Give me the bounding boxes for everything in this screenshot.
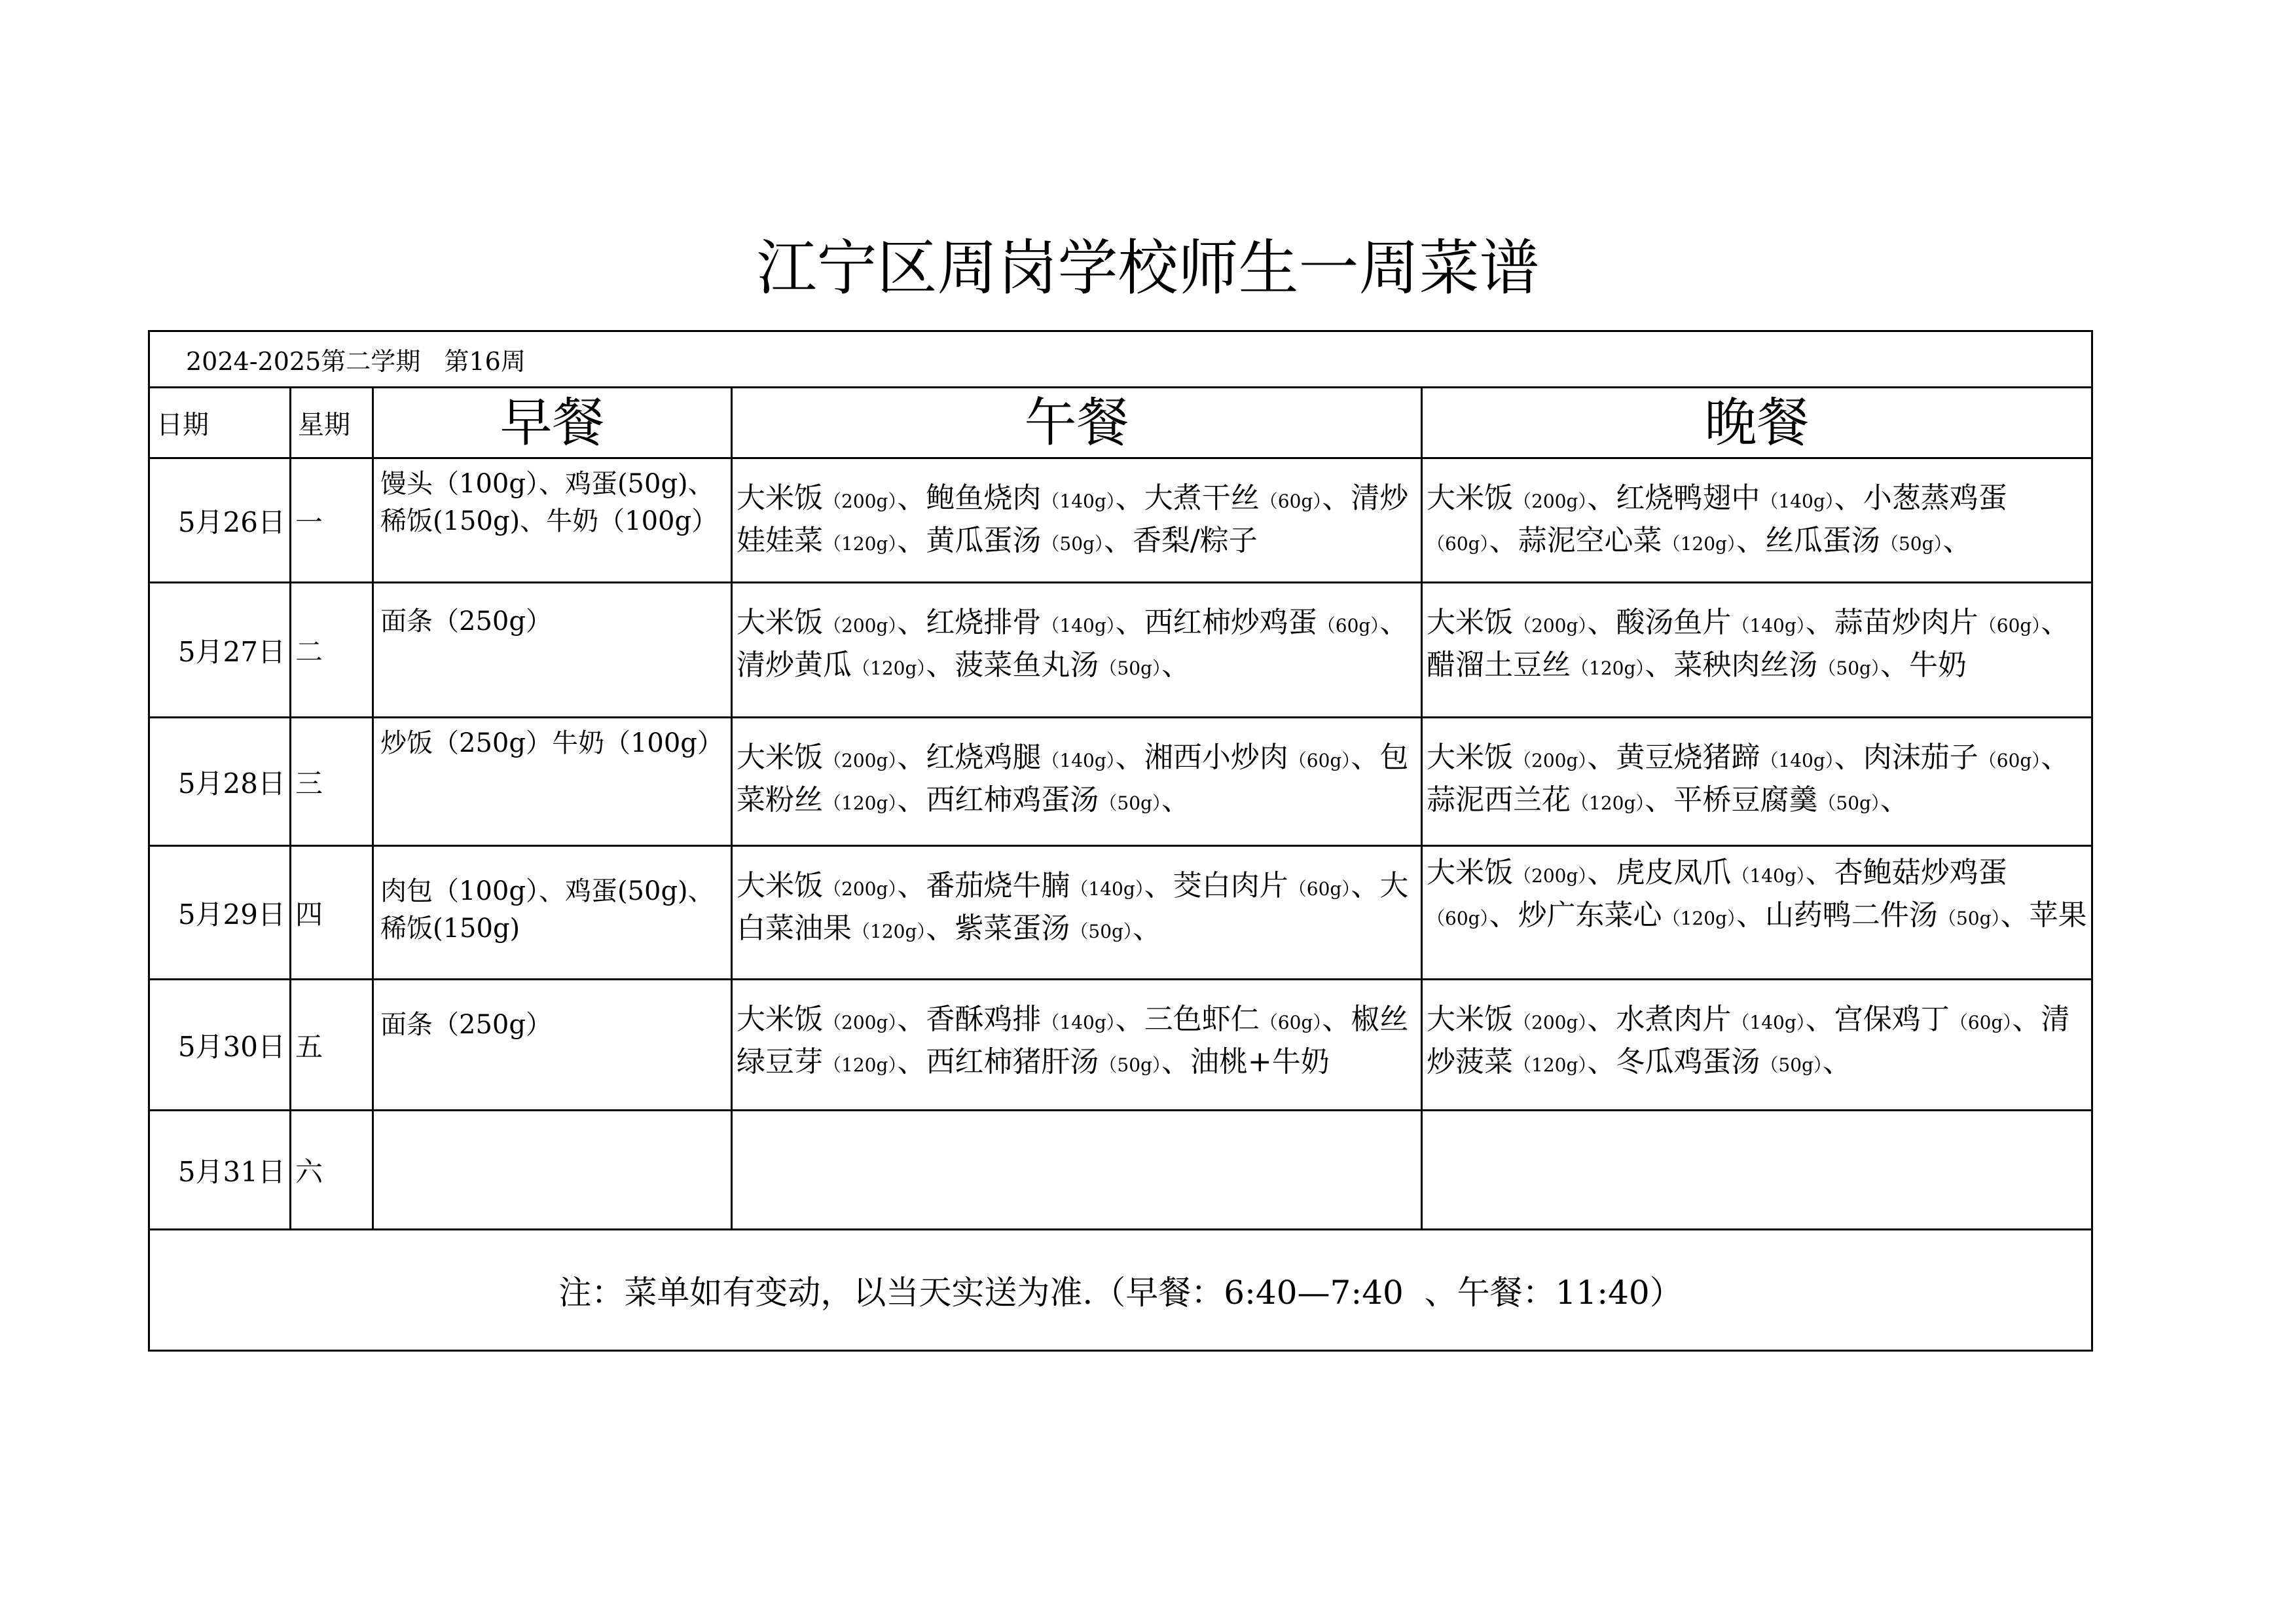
dinner-cell [1422,583,2092,718]
page-title: 江宁区周岗学校师生一周菜谱 [756,233,1540,303]
dish-name: 大米饭 [737,741,823,774]
dish-separator: 、 [1489,524,1518,557]
dish-amount: （140g） [1070,878,1144,900]
dish-amount: （200g） [823,750,898,771]
dish-item [1427,856,1587,889]
dish-name: 苹果 [2029,898,2087,932]
semester-label: 2024-2025第二学期 第16周 [149,331,2092,388]
dish-separator: 、 [1379,606,1409,639]
dish-amount: （140g） [1760,490,1834,512]
dish-separator: 、 [1322,1003,1351,1036]
dish-amount: （140g） [1731,615,1806,637]
table-row [149,583,2092,718]
date-cell: 5月26日 [149,458,291,583]
dish-item [1427,1003,1587,1036]
dish-amount: （200g） [1513,490,1588,512]
dish-item [1427,606,1587,639]
dish-name: 紫菜蛋汤 [955,912,1070,945]
header-date: 日期 [149,388,291,458]
dish-amount: （60g） [1427,533,1489,555]
dish-separator: 、 [1645,648,1674,682]
dish-separator: 、 [926,648,955,682]
dish-item [1173,869,1351,902]
dish-separator: 、 [897,524,926,557]
dish-amount: （140g） [1041,615,1116,637]
dish-amount: （50g） [1817,657,1880,679]
dish-amount: （60g） [1288,750,1351,771]
dish-separator: 、 [1161,1045,1190,1079]
weekday-cell: 五 [291,980,373,1111]
dish-name: 清炒娃娃菜 [737,481,1409,557]
dish-separator: 、 [1115,606,1144,639]
dish-item [1765,524,1943,557]
dish-separator: 、 [2041,741,2070,774]
table-row [149,1111,2092,1230]
dish-separator: 、 [1805,856,1834,889]
table-row [149,846,2092,980]
dish-name: 椒丝绿豆芽 [737,1003,1409,1079]
dish-separator: 、 [897,606,926,639]
dish-name: 三色虾仁 [1144,1003,1260,1036]
dinner-cell [1422,1111,2092,1230]
dish-item [926,869,1144,902]
dish-amount: （120g） [1571,792,1645,814]
dish-separator: 、 [1161,648,1190,682]
dish-amount: （60g） [1259,490,1322,512]
dish-separator: 、 [1144,869,1173,902]
dish-amount: （200g） [823,615,898,637]
dinner-cell [1422,718,2092,846]
dish-amount: （200g） [1513,1012,1588,1033]
dish-item [737,648,926,682]
dish-separator: 、 [1736,898,1765,932]
dish-separator: 、 [1489,898,1518,932]
dish-name: 鲍鱼烧肉 [926,481,1042,515]
dish-separator: 、 [1645,783,1674,817]
dish-item [1427,741,1587,774]
dish-separator: 、 [1880,783,1909,817]
dish-separator: 、 [1587,741,1616,774]
dish-item [1190,1045,1330,1079]
weekday-cell: 二 [291,583,373,718]
dish-amount: （200g） [823,878,898,900]
dish-amount: （140g） [1041,750,1116,771]
dish-name: 宫保鸡丁 [1834,1003,1950,1036]
dish-item [2030,898,2087,932]
dish-amount: （140g） [1041,490,1116,512]
dish-item [737,1003,897,1036]
dish-item [1616,481,1834,515]
dish-separator: 、 [1587,481,1616,515]
dish-item [926,741,1115,774]
header-breakfast: 早餐 [373,388,732,458]
dish-name: 冬瓜鸡蛋汤 [1616,1045,1760,1079]
dish-amount: （120g） [823,533,898,555]
dish-amount: （50g） [1070,921,1133,942]
dish-name: 红烧排骨 [926,606,1042,639]
date-cell: 5月31日 [149,1111,291,1230]
table-row [149,458,2092,583]
dish-name: 大米饭 [1427,481,1513,515]
dish-name: 大白菜油果 [737,869,1409,945]
header-weekday: 星期 [291,388,373,458]
dish-item [1616,606,1805,639]
dish-separator: 、 [1942,524,1972,557]
dish-name: 大煮干丝 [1144,481,1260,515]
dish-item [1834,1003,2013,1036]
dish-amount: （120g） [852,921,926,942]
dish-name: 红烧鸭翅中 [1616,481,1760,515]
dish-name: 牛奶 [1908,648,1967,682]
dish-separator: 、 [926,912,955,945]
dish-amount: （50g） [1880,533,1943,555]
dish-name: 红烧鸡腿 [926,741,1042,774]
dish-item [926,481,1115,515]
dish-amount: （120g） [1662,908,1736,929]
weekday-cell: 四 [291,846,373,980]
dish-name: 清炒黄瓜 [737,648,852,682]
dish-name: 西红柿猪肝汤 [926,1045,1099,1079]
header-lunch: 午餐 [732,388,1422,458]
breakfast-cell: 馒头（100g）、鸡蛋(50g)、稀饭(150g)、牛奶（100g） [373,458,732,583]
dish-separator: 、 [1834,741,1863,774]
dish-amount: （60g） [1949,1012,2013,1033]
dish-name: 平桥豆腐羹 [1673,783,1818,817]
date-cell: 5月29日 [149,846,291,980]
dish-amount: （200g） [1513,750,1588,771]
dish-name: 杏鲍菇炒鸡蛋 [1834,856,2007,889]
dish-item [1909,648,1967,682]
dish-item [1616,741,1834,774]
dish-amount: （120g） [1662,533,1736,555]
dish-amount: （50g） [1041,533,1104,555]
dish-name: 西红柿炒鸡蛋 [1144,606,1317,639]
dish-item [1616,1003,1805,1036]
weekday-cell: 六 [291,1111,373,1230]
lunch-cell [732,718,1422,846]
dish-name: 小葱蒸鸡蛋 [1863,481,2007,515]
dish-separator: 、 [897,1003,926,1036]
dish-item [926,606,1115,639]
dinner-cell [1422,980,2092,1111]
dish-separator: 、 [1805,606,1834,639]
lunch-cell [732,583,1422,718]
menu-table [148,330,2093,1352]
dish-item [1427,648,1645,682]
dish-amount: （50g） [1937,908,2001,929]
dish-separator: 、 [1115,741,1144,774]
dish-item [1518,524,1736,557]
dish-separator: 、 [897,741,926,774]
dish-name: 大米饭 [737,869,823,902]
dish-item [1144,481,1322,515]
lunch-cell [732,980,1422,1111]
dish-item [1133,524,1258,557]
dish-amount: （140g） [1041,1012,1116,1033]
dish-separator: 、 [2012,1003,2041,1036]
dish-amount: （120g） [1571,657,1645,679]
dish-name: 湘西小炒肉 [1144,741,1288,774]
dish-name: 清炒菠菜 [1427,1003,2070,1079]
dish-name: 番茄烧牛腩 [926,869,1070,902]
breakfast-cell [373,1111,732,1230]
dish-name: 醋溜土豆丝 [1427,648,1571,682]
dinner-cell [1422,458,2092,583]
dish-name: 大米饭 [737,1003,823,1036]
dish-name: 黄豆烧猪蹄 [1616,741,1760,774]
dish-name: 西红柿鸡蛋汤 [926,783,1099,817]
dish-separator: 、 [1587,1003,1616,1036]
dish-item [1427,783,1645,817]
dish-separator: 、 [1351,869,1380,902]
dish-separator: 、 [897,481,926,515]
dish-amount: （140g） [1731,1012,1806,1033]
dish-item [1144,606,1380,639]
dish-amount: （120g） [823,792,898,814]
dish-item [955,912,1133,945]
dish-name: 虎皮凤爪 [1616,856,1732,889]
breakfast-cell: 面条（250g） [373,980,732,1111]
dish-separator: 、 [2000,898,2030,932]
dish-separator: 、 [1115,1003,1144,1036]
dish-name: 香酥鸡排 [926,1003,1042,1036]
dish-item [1765,898,2001,932]
dish-name: 蒜苗炒肉片 [1834,606,1978,639]
dish-separator: 、 [1161,783,1190,817]
dish-item [1144,1003,1322,1036]
dish-name: 黄瓜蛋汤 [926,524,1042,557]
dish-amount: （50g） [1817,792,1880,814]
dish-name: 酸汤鱼片 [1616,606,1732,639]
dish-separator: 、 [1103,524,1133,557]
dish-separator: 、 [1322,481,1351,515]
dish-name: 丝瓜蛋汤 [1764,524,1880,557]
dish-amount: （60g） [1317,615,1380,637]
note-text: 注：菜单如有变动，以当天实送为准.（早餐：6:40—7:40 、午餐：11:40） [149,1230,2092,1351]
dish-amount: （120g） [852,657,926,679]
dish-item [926,1003,1115,1036]
dish-name: 大米饭 [1427,856,1513,889]
dish-name: 大米饭 [737,606,823,639]
dish-separator: 、 [897,1045,926,1079]
dish-amount: （50g） [1099,792,1161,814]
dish-item [737,869,897,902]
dish-amount: （60g） [1978,750,2041,771]
weekday-cell: 一 [291,458,373,583]
dish-item [737,741,897,774]
dish-separator: 、 [1834,481,1863,515]
dish-item [737,481,897,515]
dish-amount: （120g） [823,1054,898,1076]
dish-name: 山药鸭二件汤 [1764,898,1938,932]
dish-item [926,783,1161,817]
dish-item [1518,898,1736,932]
dish-name: 蒜泥西兰花 [1427,783,1571,817]
dish-separator: 、 [1351,741,1380,774]
dish-name: 菜秧肉丝汤 [1673,648,1818,682]
breakfast-cell: 炒饭（250g）牛奶（100g） [373,718,732,846]
dish-item [1673,648,1880,682]
dish-item [926,1045,1161,1079]
dish-separator: 、 [1736,524,1765,557]
dish-amount: （60g） [1978,615,2041,637]
dish-amount: （60g） [1427,908,1489,929]
date-cell: 5月28日 [149,718,291,846]
breakfast-cell: 面条（250g） [373,583,732,718]
dish-name: 蒜泥空心菜 [1518,524,1662,557]
dish-name: 大米饭 [1427,1003,1513,1036]
dish-separator: 、 [1822,1045,1851,1079]
dish-separator: 、 [2041,606,2070,639]
dish-name: 炒广东菜心 [1518,898,1662,932]
dish-name: 大米饭 [1427,606,1513,639]
date-cell: 5月27日 [149,583,291,718]
dish-item [737,606,897,639]
dish-amount: （200g） [823,490,898,512]
dish-separator: 、 [1805,1003,1834,1036]
dish-item [1427,481,1587,515]
weekday-cell: 三 [291,718,373,846]
dish-item [926,524,1104,557]
dish-separator: 、 [1115,481,1144,515]
dish-separator: 、 [1587,606,1616,639]
dish-amount: （140g） [1731,865,1806,887]
dish-name: 肉沫茄子 [1863,741,1978,774]
dish-amount: （200g） [1513,615,1588,637]
dish-separator: 、 [1132,912,1161,945]
header-dinner: 晚餐 [1422,388,2092,458]
breakfast-cell: 肉包（100g）、鸡蛋(50g)、稀饭(150g) [373,846,732,980]
dish-amount: （200g） [823,1012,898,1033]
dish-separator: 、 [897,869,926,902]
dish-name: 茭白肉片 [1173,869,1288,902]
lunch-cell [732,1111,1422,1230]
dish-amount: （60g） [1259,1012,1322,1033]
date-cell: 5月30日 [149,980,291,1111]
dish-name: 包菜粉丝 [737,741,1409,817]
table-row [149,980,2092,1111]
dish-name: 大米饭 [737,481,823,515]
dish-amount: （50g） [1760,1054,1823,1076]
dish-separator: 、 [1880,648,1909,682]
dish-name: 大米饭 [1427,741,1513,774]
dish-name: 菠菜鱼丸汤 [955,648,1099,682]
dish-name: 水煮肉片 [1616,1003,1732,1036]
dish-separator: 、 [897,783,926,817]
dish-item [1616,1045,1823,1079]
dish-amount: （140g） [1760,750,1834,771]
dish-separator: 、 [1587,1045,1616,1079]
table-row [149,718,2092,846]
dish-separator: 、 [1587,856,1616,889]
dish-item [1863,741,2041,774]
dish-name: 油桃+牛奶 [1190,1045,1330,1079]
dish-amount: （60g） [1288,878,1351,900]
dish-item [1616,856,1805,889]
dish-item [1144,741,1351,774]
dish-amount: （120g） [1513,1054,1588,1076]
lunch-cell [732,458,1422,583]
dish-amount: （200g） [1513,865,1588,887]
dish-amount: （50g） [1099,657,1161,679]
dish-amount: （50g） [1099,1054,1161,1076]
dish-item [1673,783,1880,817]
dish-item [955,648,1161,682]
dish-item [1834,606,2041,639]
dinner-cell [1422,846,2092,980]
dish-name: 香梨/粽子 [1132,524,1258,557]
lunch-cell [732,846,1422,980]
